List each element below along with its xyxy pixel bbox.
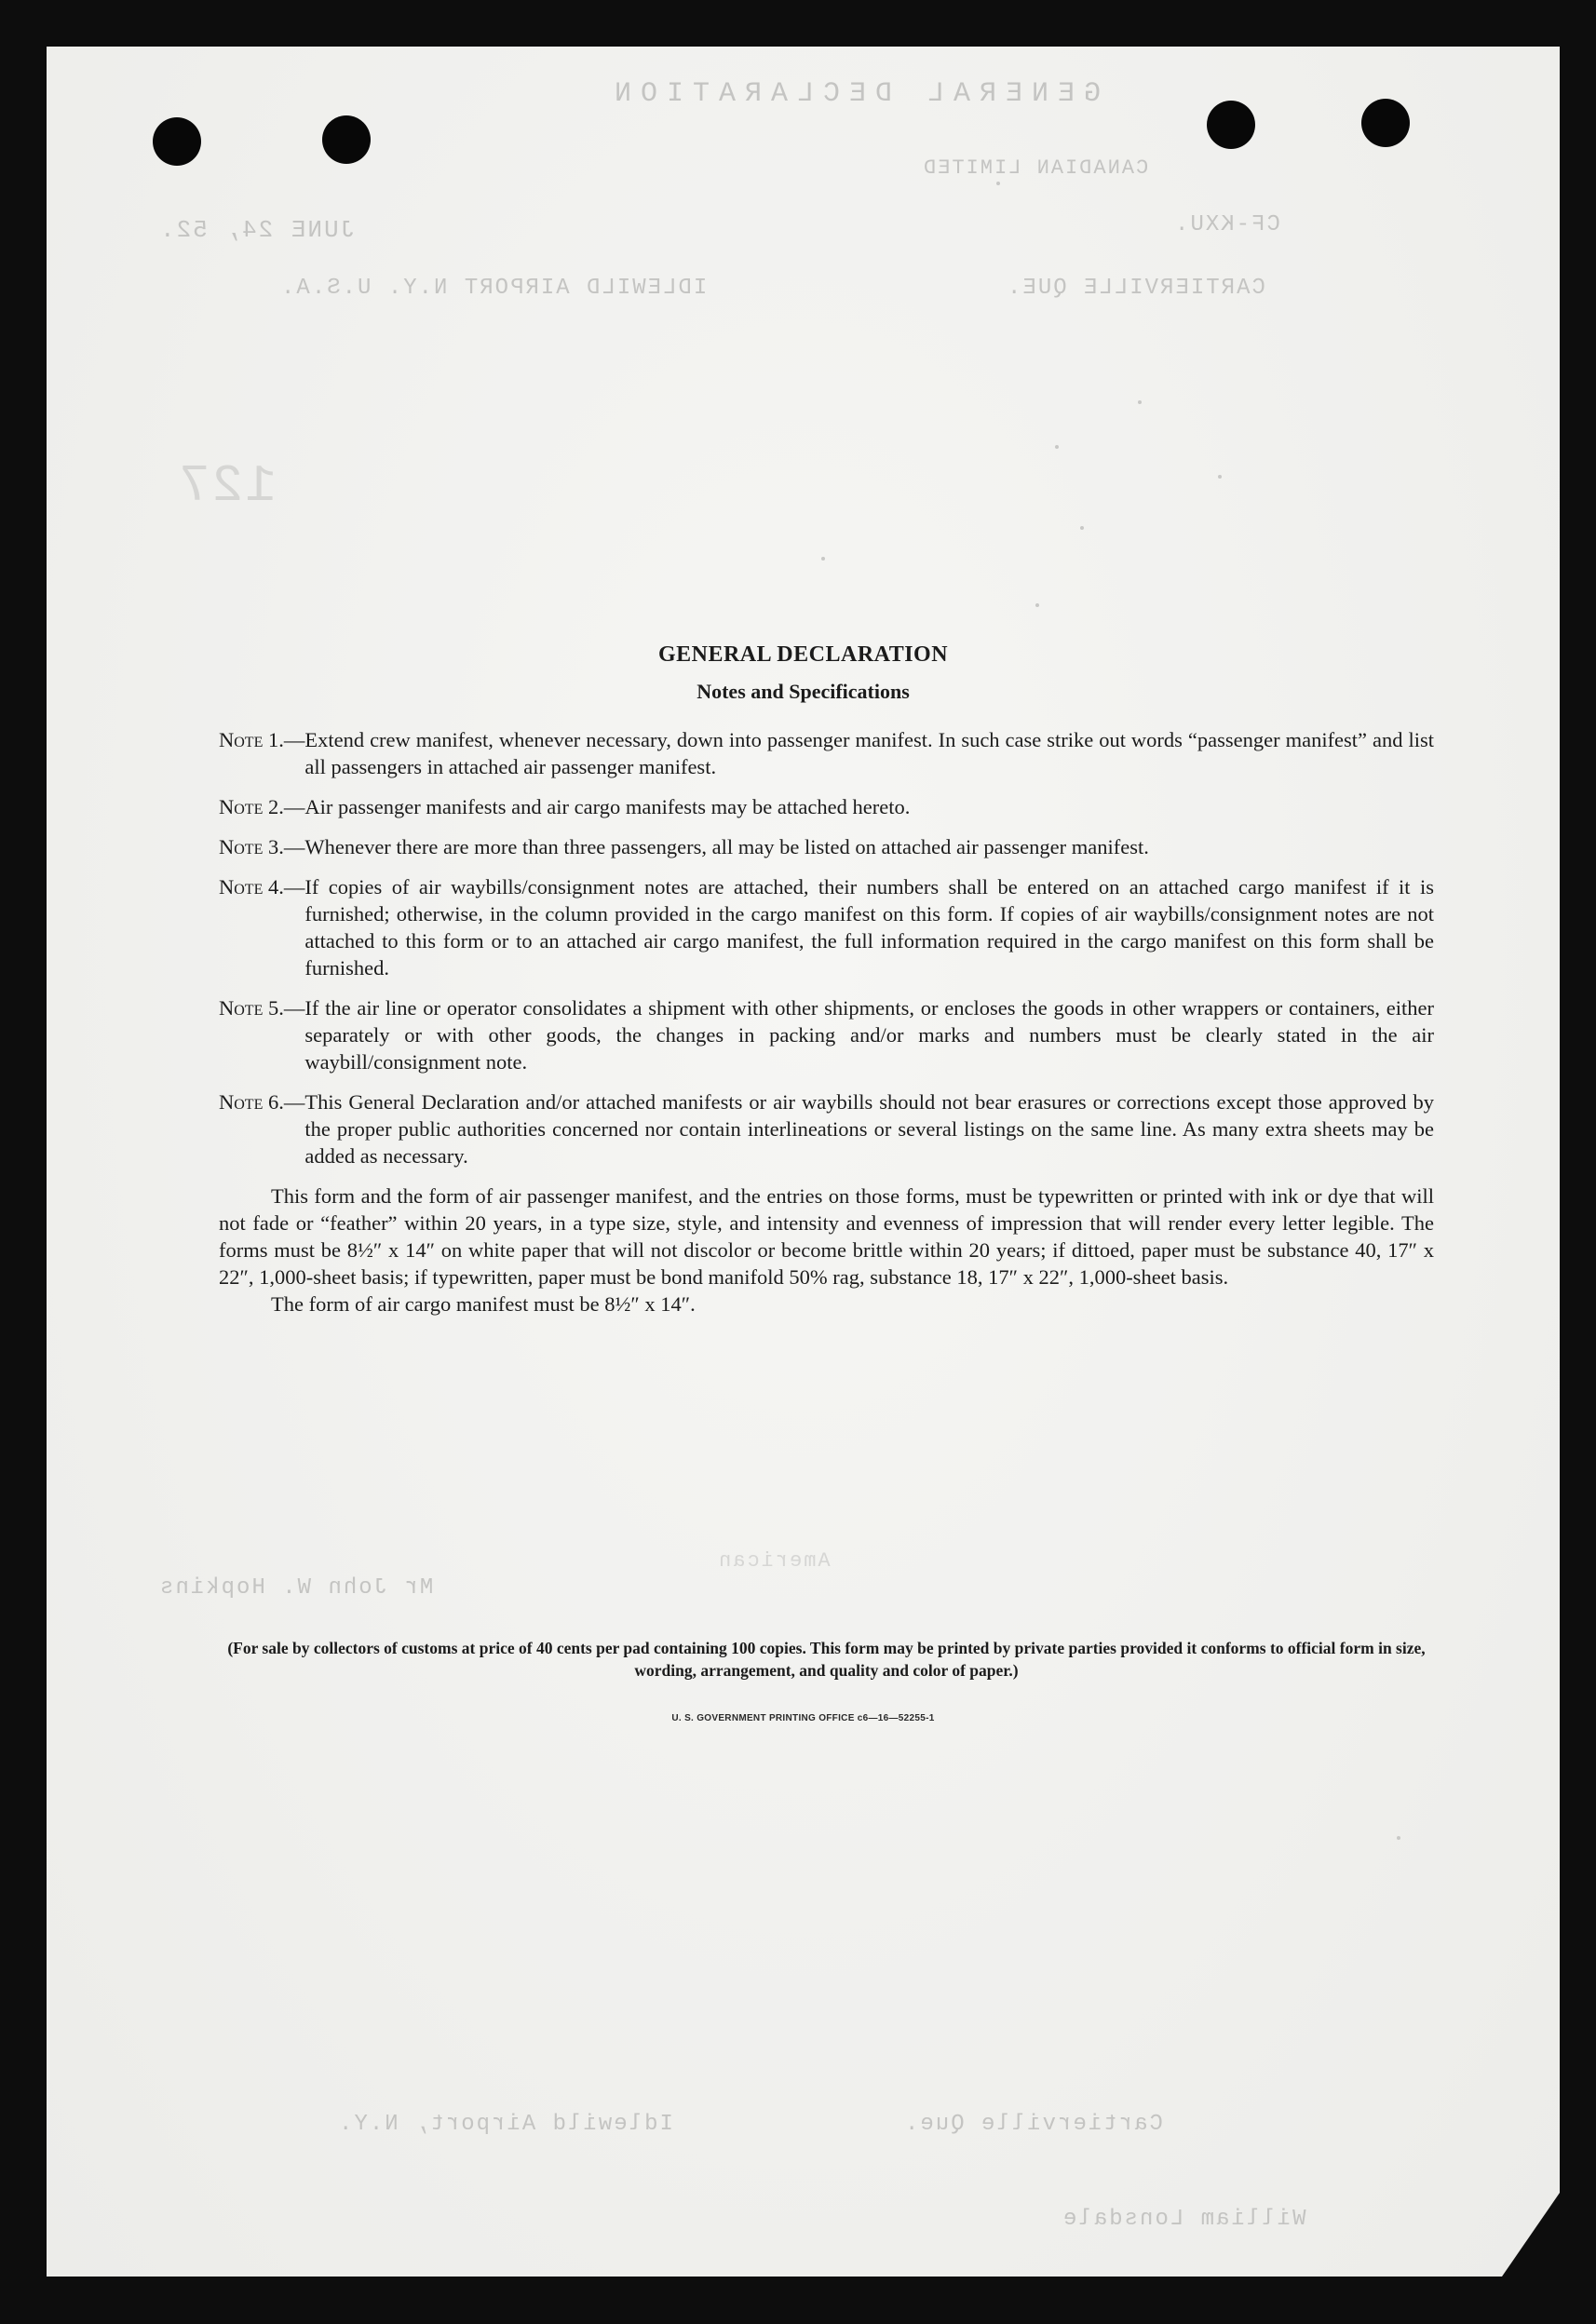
punch-hole-right-1 [1207, 101, 1255, 149]
note-text: Whenever there are more than three passengers, all may be listed on attached air passenger manifest. [304, 835, 1149, 858]
speck [1055, 445, 1059, 449]
note-text: If the air line or operator consolidates a shipment with other shipments, or encloses the goods in other wrappers or containers, either separately or with other goods, the changes in packing and/or marks and numbers must be clearly stated in the air waybill/consignment note. [304, 996, 1434, 1074]
note-dash: — [283, 795, 305, 818]
bleed-through-destination: Idlewild Airport, N.Y. [337, 2112, 673, 2137]
notes-section [219, 726, 1434, 1317]
speck [1035, 603, 1039, 607]
punch-hole-left-2 [322, 115, 371, 164]
bleed-through-title: GENERAL DECLARATION [605, 78, 1102, 110]
torn-corner [1502, 2193, 1560, 2277]
note-dash: — [283, 1090, 305, 1114]
note-dash: — [283, 728, 305, 751]
punch-hole-left-1 [153, 117, 201, 166]
bleed-through-place: Cartierville Que. [903, 2112, 1163, 2137]
bleed-through-passenger: Mr John W. Hopkins [158, 1575, 434, 1601]
note-text: Extend crew manifest, whenever necessary, down into passenger manifest. In such case strike out words “passenger manifest” and list all passengers in attached air passenger manifest. [304, 728, 1434, 778]
printer-line: U. S. GOVERNMENT PRINTING OFFICE c6—16—52255-1 [671, 1713, 935, 1723]
page-subtitle: Notes and Specifications [697, 680, 910, 703]
bleed-through-arrival: IDLEWILD AIRPORT N.Y. U.S.A. [279, 276, 708, 301]
speck [1080, 526, 1084, 530]
bleed-through-nationality: American [717, 1549, 831, 1573]
note-4 [219, 873, 1434, 981]
document-page [47, 47, 1560, 2277]
bleed-through-departure: CARTIERVILLE QUE. [1006, 276, 1265, 301]
speck [1218, 475, 1222, 479]
cargo-manifest-size-line: The form of air cargo manifest must be 8½″ x 14″. [271, 1292, 696, 1316]
note-5 [219, 994, 1434, 1075]
note-label: Note 4. [219, 875, 284, 899]
note-text: This General Declaration and/or attached manifests or air waybills should not bear erasures or corrections except those approved by the proper public authorities concerned nor contain interlineations or several listings on the same line. As many extra sheets may be added as necessary. [304, 1090, 1434, 1168]
note-label: Note 3. [219, 835, 284, 858]
speck [1138, 400, 1142, 404]
note-text: Air passenger manifests and air cargo manifests may be attached hereto. [304, 795, 911, 818]
bleed-through-flight: CF-KXU. [1173, 212, 1280, 237]
note-dash: — [283, 996, 305, 1020]
speck [821, 557, 825, 561]
note-2 [219, 793, 1434, 820]
note-dash: — [283, 835, 305, 858]
punch-hole-right-2 [1361, 99, 1410, 147]
note-label: Note 5. [219, 996, 284, 1020]
note-1 [219, 726, 1434, 780]
bleed-through-number: 127 [177, 456, 277, 516]
bleed-through-operator: CANADIAN LIMITED [922, 156, 1149, 180]
bleed-through-date: JUNE 24, 52. [158, 216, 356, 244]
speck [1397, 1836, 1400, 1840]
note-text: If copies of air waybills/consignment notes are attached, their numbers shall be entered on an attached cargo manifest if it is furnished; otherwise, in the column provided in the cargo manifest on this form. If copies of air waybills/consignment notes are not attached to this form or to an attached air cargo manifest, the full information required in the cargo manifest on this form shall be furnished. [304, 875, 1434, 980]
speck [996, 182, 1000, 185]
page-title: GENERAL DECLARATION [657, 642, 949, 667]
note-label: Note 1. [219, 728, 284, 751]
note-3 [219, 833, 1434, 860]
form-requirements-paragraph: This form and the form of air passenger manifest, and the entries on those forms, must be typewritten or printed with ink or dye that will not fade or “feather” within 20 years, in a type size, style, and intensity and evenness of impression that will render every letter legible. The forms must be 8½″ x 14″ on white paper that will not discolor or become brittle within 20 years; if dittoed, paper must be substance 40, 17″ x 22″, 1,000-sheet basis; if typewritten, paper must be bond manifold 50% rag, substance 18, 17″ x 22″, 1,000-sheet basis. [219, 1184, 1434, 1289]
sale-note: (For sale by collectors of customs at price of 40 cents per pad containing 100 copies. This form may be printed by private parties provided it conforms to official form in size, wording, arrangement, and quality and color of paper.) [227, 1639, 1426, 1680]
note-6 [219, 1088, 1434, 1169]
note-label: Note 6. [219, 1090, 284, 1114]
note-label: Note 2. [219, 795, 284, 818]
bleed-through-signature: William Lonsdale [1062, 2207, 1306, 2232]
note-dash: — [283, 875, 305, 899]
